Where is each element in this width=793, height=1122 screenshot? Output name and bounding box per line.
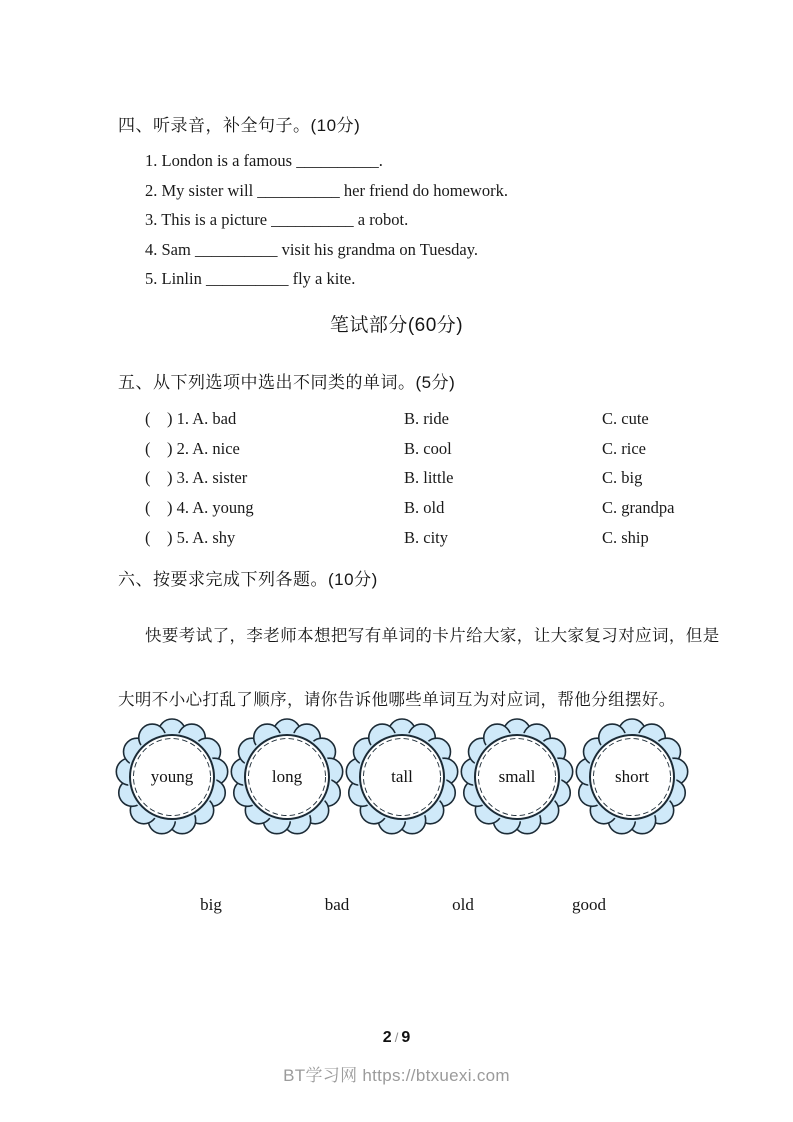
choice-cell-a: ( ) 4. A. young xyxy=(145,498,254,518)
choice-cell-c: C. ship xyxy=(602,527,649,547)
listen-item-3: 3. This is a picture __________ a robot. xyxy=(145,210,409,230)
flower-badge xyxy=(345,716,459,838)
choice-cell-c: C. big xyxy=(602,468,643,488)
listen-fill-in-list xyxy=(145,146,508,294)
choice-row-2 xyxy=(145,434,755,464)
flower-badges-row xyxy=(115,716,689,838)
page-number xyxy=(0,1029,793,1047)
choice-cell-a: ( ) 3. A. sister xyxy=(145,468,248,488)
listen-item-4: 4. Sam __________ visit his grandma on Tuesday. xyxy=(145,239,479,259)
page-number-separator: / xyxy=(394,1030,399,1045)
paragraph-line-2: 大明不小心打乱了顺序，请你告诉他哪些单词互为对应词，帮他分组摆好。 xyxy=(118,691,676,709)
flower-word: tall xyxy=(391,767,413,786)
flower-badge xyxy=(115,716,229,838)
page-number-current: 2 xyxy=(382,1029,392,1046)
choice-row-3 xyxy=(145,463,755,493)
match-word-bad: bad xyxy=(324,895,350,914)
choice-cell-a: ( ) 2. A. nice xyxy=(145,438,240,458)
site-footer-watermark: BT学习网 https://btxuexi.com xyxy=(283,1066,510,1085)
flower-badge xyxy=(460,716,574,838)
flower-word: short xyxy=(615,767,649,786)
choice-cell-a: ( ) 1. A. bad xyxy=(145,409,237,428)
choice-cell-c: C. rice xyxy=(602,438,646,458)
choice-row-5 xyxy=(145,523,755,553)
flower-word: small xyxy=(498,767,536,786)
choice-cell-b: B. little xyxy=(404,468,454,488)
choice-cell-a: ( ) 5. A. shy xyxy=(145,527,236,547)
choice-cell-b: B. old xyxy=(404,498,445,518)
choice-cell-b: B. cool xyxy=(404,438,452,458)
section-4-heading: 四、听录音，补全句子。(10分) xyxy=(118,116,361,135)
flower-badge xyxy=(230,716,344,838)
listen-item-5: 5. Linlin __________ fly a kite. xyxy=(145,269,356,289)
paragraph-line-1: 快要考试了，李老师本想把写有单词的卡片给大家，让大家复习对应词，但是 xyxy=(145,627,720,645)
choice-table xyxy=(145,404,755,553)
choice-cell-b: B. city xyxy=(404,527,448,547)
flower-word: long xyxy=(271,767,303,786)
flower-badge xyxy=(575,716,689,838)
choice-cell-b: B. ride xyxy=(404,409,449,428)
match-word-big: big xyxy=(200,895,222,914)
choice-cell-c: C. cute xyxy=(602,409,649,428)
section-6-heading: 六、按要求完成下列各题。(10分) xyxy=(118,570,378,589)
match-word-good: good xyxy=(572,895,606,914)
choice-row-4 xyxy=(145,493,755,523)
flower-word: young xyxy=(150,767,194,786)
listen-item-1: 1. London is a famous __________. xyxy=(145,151,383,170)
page-number-total: 9 xyxy=(401,1029,411,1046)
section-5-heading: 五、从下列选项中选出不同类的单词。(5分) xyxy=(118,373,456,392)
listen-item-2: 2. My sister will __________ her friend do homework. xyxy=(145,180,508,200)
written-test-heading: 笔试部分(60分) xyxy=(329,315,464,336)
choice-cell-c: C. grandpa xyxy=(602,498,675,518)
match-word-old: old xyxy=(452,895,474,914)
choice-row-1 xyxy=(145,404,755,434)
